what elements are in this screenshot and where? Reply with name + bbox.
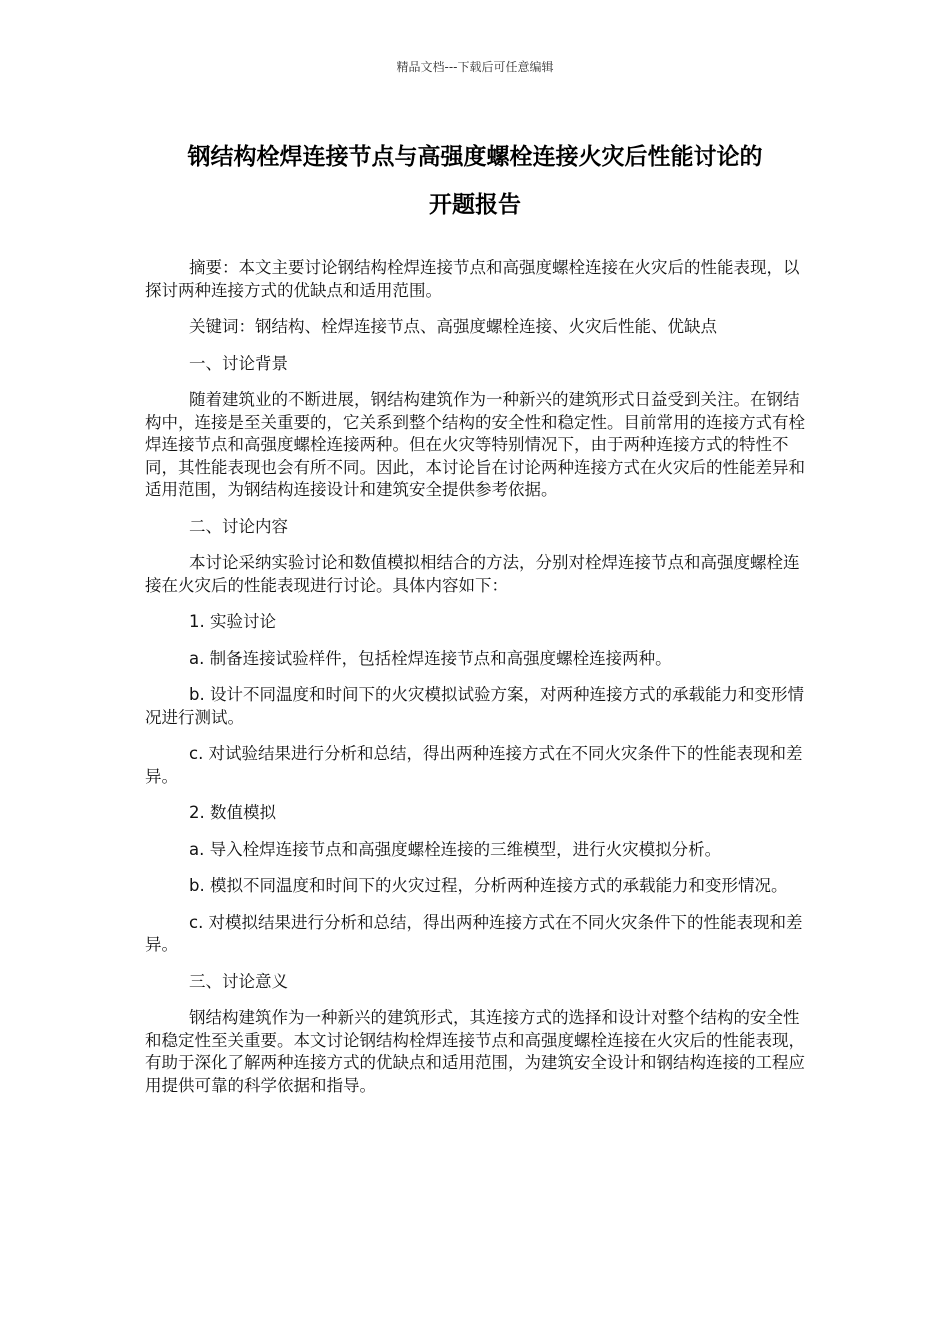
subsection-heading-experiment: 1. 实验讨论 [189,612,276,631]
significance-paragraph: 钢结构建筑作为一种新兴的建筑形式，其连接方式的选择和设计对整个结构的安全性和稳定性至关重要。本文讨论钢结构栓焊连接节点和高强度螺栓连接在火灾后的性能表现，有助于深化了解两种连接方式的优缺点和适用范围，为建筑安全设计和钢结构连接的工程应用提供可靠的科学依据和指导。 [145,1008,805,1095]
document-body [145,257,810,1111]
experiment-item-b: b. 设计不同温度和时间下的火灾模拟试验方案，对两种连接方式的承载能力和变形情况进行测试。 [145,685,804,727]
document-title-line-2: 开题报告 [429,192,521,218]
section-heading-content: 二、讨论内容 [189,516,288,536]
keywords-paragraph: 关键词：钢结构、栓焊连接节点、高强度螺栓连接、火灾后性能、优缺点 [189,317,717,336]
simulation-item-c: c. 对模拟结果进行分析和总结，得出两种连接方式在不同火灾条件下的性能表现和差异。 [145,912,803,954]
simulation-item-b: b. 模拟不同温度和时间下的火灾过程，分析两种连接方式的承载能力和变形情况。 [189,876,788,895]
section-heading-background: 一、讨论背景 [189,353,288,373]
subsection-heading-simulation: 2. 数值模拟 [189,803,276,822]
document-title-line-1: 钢结构栓焊连接节点与高强度螺栓连接火灾后性能讨论的 [187,144,763,170]
experiment-item-a: a. 制备连接试验样件，包括栓焊连接节点和高强度螺栓连接两种。 [189,648,672,668]
simulation-item-a: a. 导入栓焊连接节点和高强度螺栓连接的三维模型，进行火灾模拟分析。 [189,839,722,859]
content-intro-paragraph: 本讨论采纳实验讨论和数值模拟相结合的方法，分别对栓焊连接节点和高强度螺栓连接在火灾后的性能表现进行讨论。具体内容如下： [145,553,800,595]
background-paragraph: 随着建筑业的不断进展，钢结构建筑作为一种新兴的建筑形式日益受到关注。在钢结构中，连接是至关重要的，它关系到整个结构的安全性和稳定性。目前常用的连接方式有栓焊连接节点和高强度螺栓连接两种。但在火灾等特别情况下，由于两种连接方式的特性不同，其性能表现也会有所不同。因此，本讨论旨在讨论两种连接方式在火灾后的性能差异和适用范围，为钢结构连接设计和建筑安全提供参考依据。 [145,390,805,499]
section-heading-significance: 三、讨论意义 [189,971,288,991]
experiment-item-c: c. 对试验结果进行分析和总结，得出两种连接方式在不同火灾条件下的性能表现和差异。 [145,744,803,786]
abstract-paragraph: 摘要：本文主要讨论钢结构栓焊连接节点和高强度螺栓连接在火灾后的性能表现，以探讨两种连接方式的优缺点和适用范围。 [145,258,800,300]
header-note: 精品文档---下载后可任意编辑 [396,60,554,74]
